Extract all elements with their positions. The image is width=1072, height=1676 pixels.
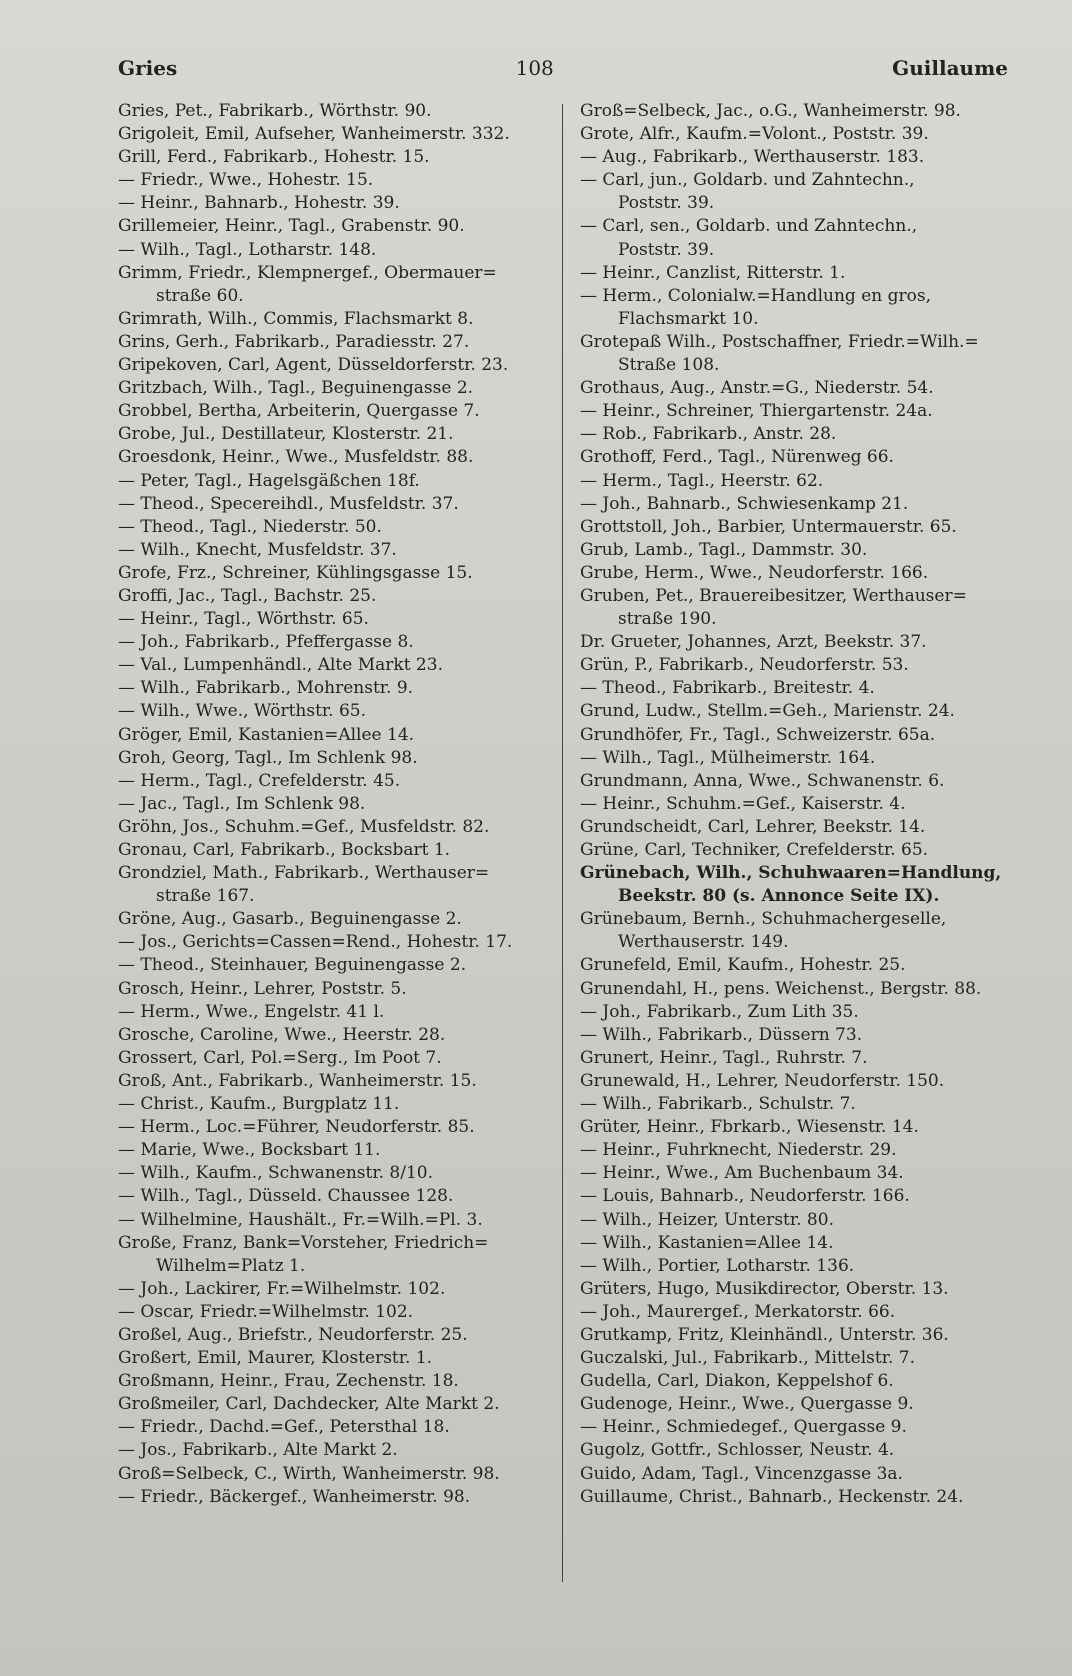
directory-entry: — Friedr., Dachd.=Gef., Petersthal 18. <box>118 1417 450 1438</box>
directory-entry: Grosch, Heinr., Lehrer, Poststr. 5. <box>118 978 407 999</box>
directory-entry: — Heinr., Canzlist, Ritterstr. 1. <box>580 262 846 283</box>
directory-entry: — Heinr., Schmiedegef., Quergasse 9. <box>580 1417 907 1438</box>
page-header <box>118 48 1008 88</box>
directory-entry: — Friedr., Wwe., Hohestr. 15. <box>118 170 374 191</box>
directory-entry: Guillaume, Christ., Bahnarb., Heckenstr. 24. <box>580 1486 964 1507</box>
directory-entry: — Wilh., Portier, Lotharstr. 136. <box>580 1255 855 1276</box>
entry-continuation: Beekstr. 80 (s. Annonce Seite IX). <box>618 886 940 907</box>
directory-entry: — Heinr., Schuhm.=Gef., Kaiserstr. 4. <box>580 793 906 814</box>
directory-entry: — Joh., Lackirer, Fr.=Wilhelmstr. 102. <box>118 1278 446 1299</box>
directory-entry: Groß=Selbeck, Jac., o.G., Wanheimerstr. 98. <box>580 101 961 121</box>
directory-entry: Grunert, Heinr., Tagl., Ruhrstr. 7. <box>580 1047 868 1068</box>
directory-entry: Gröger, Emil, Kastanien=Allee 14. <box>118 724 415 745</box>
directory-entry: — Joh., Fabrikarb., Zum Lith 35. <box>580 1001 859 1022</box>
directory-entry: Grottstoll, Joh., Barbier, Untermauerstr. 65. <box>580 516 957 537</box>
directory-entry: Grobe, Jul., Destillateur, Klosterstr. 21. <box>118 424 454 445</box>
directory-entry: Grub, Lamb., Tagl., Dammstr. 30. <box>580 539 868 560</box>
directory-entry: — Heinr., Schreiner, Thiergartenstr. 24a. <box>580 401 933 422</box>
directory-entry: Grondziel, Math., Fabrikarb., Werthauser= <box>118 863 490 884</box>
directory-entry: Grillemeier, Heinr., Tagl., Grabenstr. 90. <box>118 216 465 237</box>
directory-entry: — Theod., Fabrikarb., Breitestr. 4. <box>580 678 875 699</box>
entry-continuation: Werthauserstr. 149. <box>618 932 789 953</box>
directory-entry: — Wilh., Kastanien=Allee 14. <box>580 1232 834 1253</box>
directory-entry: Grins, Gerh., Fabrikarb., Paradiesstr. 27. <box>118 331 470 352</box>
directory-entry: Grimm, Friedr., Klempnergef., Obermauer= <box>118 262 497 283</box>
directory-entry: — Joh., Fabrikarb., Pfeffergasse 8. <box>118 632 414 653</box>
directory-entry: — Carl, sen., Goldarb. und Zahntechn., <box>580 216 918 237</box>
directory-entry: Gries, Pet., Fabrikarb., Wörthstr. 90. <box>118 101 432 121</box>
directory-entry: — Oscar, Friedr.=Wilhelmstr. 102. <box>118 1301 414 1322</box>
directory-entry: Großel, Aug., Briefstr., Neudorferstr. 25. <box>118 1324 468 1345</box>
directory-entry: Groesdonk, Heinr., Wwe., Musfeldstr. 88. <box>118 447 474 468</box>
entry-continuation: Flachsmarkt 10. <box>618 308 759 329</box>
directory-entry: Grundscheidt, Carl, Lehrer, Beekstr. 14. <box>580 816 926 837</box>
directory-entry: — Wilh., Wwe., Wörthstr. 65. <box>118 701 367 722</box>
directory-entry: Guido, Adam, Tagl., Vincenzgasse 3a. <box>580 1463 903 1484</box>
directory-entry: Grote, Alfr., Kaufm.=Volont., Poststr. 39. <box>580 124 929 145</box>
directory-entry: Grigoleit, Emil, Aufseher, Wanheimerstr. 332. <box>118 124 510 145</box>
entry-continuation: straße 167. <box>156 886 255 907</box>
directory-entry: — Herm., Tagl., Crefelderstr. 45. <box>118 770 401 791</box>
directory-entry: — Theod., Specereihdl., Musfeldstr. 37. <box>118 493 459 514</box>
directory-entry: Grimrath, Wilh., Commis, Flachsmarkt 8. <box>118 308 474 329</box>
directory-entry: Gripekoven, Carl, Agent, Düsseldorferstr. 23. <box>118 355 509 376</box>
directory-entry: — Theod., Steinhauer, Beguinengasse 2. <box>118 955 467 976</box>
directory-entry: — Theod., Tagl., Niederstr. 50. <box>118 516 382 537</box>
directory-entry: — Herm., Wwe., Engelstr. 41 l. <box>118 1001 385 1022</box>
directory-entry: — Wilh., Fabrikarb., Schulstr. 7. <box>580 1094 856 1115</box>
directory-entry: Gudenoge, Heinr., Wwe., Quergasse 9. <box>580 1394 914 1415</box>
directory-entry: Groh, Georg, Tagl., Im Schlenk 98. <box>118 747 418 768</box>
directory-entry: — Wilh., Fabrikarb., Düssern 73. <box>580 1024 863 1045</box>
directory-entry: Gröne, Aug., Gasarb., Beguinengasse 2. <box>118 909 462 930</box>
directory-entry: — Val., Lumpenhändl., Alte Markt 23. <box>118 655 443 676</box>
directory-entry: — Joh., Bahnarb., Schwiesenkamp 21. <box>580 493 909 514</box>
directory-entry: Groß, Ant., Fabrikarb., Wanheimerstr. 15. <box>118 1070 477 1091</box>
entry-continuation: Straße 108. <box>618 355 720 376</box>
directory-entry: — Heinr., Bahnarb., Hohestr. 39. <box>118 193 400 214</box>
directory-entry: — Friedr., Bäckergef., Wanheimerstr. 98. <box>118 1486 471 1507</box>
directory-entry: — Wilh., Tagl., Lotharstr. 148. <box>118 239 377 260</box>
directory-entry: Grill, Ferd., Fabrikarb., Hohestr. 15. <box>118 147 430 168</box>
directory-entry: Grothoff, Ferd., Tagl., Nürenweg 66. <box>580 447 894 468</box>
directory-entry: — Peter, Tagl., Hagelsgäßchen 18f. <box>118 470 420 491</box>
directory-entry: Großert, Emil, Maurer, Klosterstr. 1. <box>118 1348 433 1369</box>
directory-entry: Grundhöfer, Fr., Tagl., Schweizerstr. 65a. <box>580 724 936 745</box>
directory-entry: — Wilh., Tagl., Mülheimerstr. 164. <box>580 747 876 768</box>
directory-entry: Gritzbach, Wilh., Tagl., Beguinengasse 2. <box>118 378 474 399</box>
directory-entry: — Heinr., Tagl., Wörthstr. 65. <box>118 609 369 630</box>
right-column <box>580 100 1020 1509</box>
directory-entry: — Jos., Fabrikarb., Alte Markt 2. <box>118 1440 398 1461</box>
directory-entry: — Herm., Tagl., Heerstr. 62. <box>580 470 824 491</box>
directory-entry: Großmann, Heinr., Frau, Zechenstr. 18. <box>118 1371 459 1392</box>
entry-continuation: straße 60. <box>156 285 244 306</box>
directory-entry: Grüters, Hugo, Musikdirector, Oberstr. 13. <box>580 1278 949 1299</box>
directory-entry: Grossert, Carl, Pol.=Serg., Im Poot 7. <box>118 1047 442 1068</box>
directory-entry: Grunefeld, Emil, Kaufm., Hohestr. 25. <box>580 955 906 976</box>
directory-entry: — Herm., Colonialw.=Handlung en gros, <box>580 285 931 306</box>
directory-entry: Grube, Herm., Wwe., Neudorferstr. 166. <box>580 562 929 583</box>
page-number: 108 <box>515 56 554 80</box>
directory-entry: — Rob., Fabrikarb., Anstr. 28. <box>580 424 837 445</box>
directory-entry: Grundmann, Anna, Wwe., Schwanenstr. 6. <box>580 770 945 791</box>
directory-entry: — Wilh., Tagl., Düsseld. Chaussee 128. <box>118 1186 454 1207</box>
directory-entry: — Wilh., Fabrikarb., Mohrenstr. 9. <box>118 678 414 699</box>
directory-entry: Grüter, Heinr., Fbrkarb., Wiesenstr. 14. <box>580 1117 919 1138</box>
directory-entry: Grotepaß Wilh., Postschaffner, Friedr.=Wilh.= <box>580 331 979 352</box>
directory-entry: — Wilh., Knecht, Musfeldstr. 37. <box>118 539 397 560</box>
directory-entry: Grüne, Carl, Techniker, Crefelderstr. 65. <box>580 840 929 860</box>
directory-entry: Große, Franz, Bank=Vorsteher, Friedrich= <box>118 1232 489 1253</box>
directory-entry: Dr. Grueter, Johannes, Arzt, Beekstr. 37. <box>580 632 927 653</box>
directory-entry: Guczalski, Jul., Fabrikarb., Mittelstr. 7. <box>580 1348 915 1369</box>
entry-continuation: Wilhelm=Platz 1. <box>156 1255 306 1276</box>
directory-entry: — Marie, Wwe., Bocksbart 11. <box>118 1140 381 1161</box>
directory-entry: — Heinr., Fuhrknecht, Niederstr. 29. <box>580 1140 897 1161</box>
directory-entry: Grünebach, Wilh., Schuhwaaren=Handlung, <box>580 863 1002 884</box>
directory-entry: Grunendahl, H., pens. Weichenst., Bergstr. 88. <box>580 978 982 999</box>
directory-entry: Gröhn, Jos., Schuhm.=Gef., Musfeldstr. 82. <box>118 816 490 837</box>
directory-entry: Grund, Ludw., Stellm.=Geh., Marienstr. 24. <box>580 701 955 722</box>
directory-entry: — Carl, jun., Goldarb. und Zahntechn., <box>580 170 915 191</box>
directory-entry: Gugolz, Gottfr., Schlosser, Neustr. 4. <box>580 1440 895 1461</box>
directory-entry: Grutkamp, Fritz, Kleinhändl., Unterstr. 36. <box>580 1324 949 1345</box>
directory-entry: Grünebaum, Bernh., Schuhmachergeselle, <box>580 909 947 930</box>
entry-continuation: Poststr. 39. <box>618 193 715 214</box>
directory-entry: Gronau, Carl, Fabrikarb., Bocksbart 1. <box>118 840 451 860</box>
directory-entry: Grofe, Frz., Schreiner, Kühlingsgasse 15. <box>118 562 473 583</box>
directory-entry: Grothaus, Aug., Anstr.=G., Niederstr. 54. <box>580 378 934 399</box>
entry-continuation: Poststr. 39. <box>618 239 715 260</box>
directory-entry: Grosche, Caroline, Wwe., Heerstr. 28. <box>118 1024 446 1045</box>
directory-entry: — Louis, Bahnarb., Neudorferstr. 166. <box>580 1186 910 1207</box>
directory-entry: — Wilhelmine, Haushält., Fr.=Wilh.=Pl. 3. <box>118 1209 483 1230</box>
directory-entry: Groffi, Jac., Tagl., Bachstr. 25. <box>118 585 377 606</box>
directory-entry: — Wilh., Kaufm., Schwanenstr. 8/10. <box>118 1163 433 1184</box>
column-divider <box>562 104 563 1582</box>
directory-entry: Groß=Selbeck, C., Wirth, Wanheimerstr. 98. <box>118 1463 500 1484</box>
directory-entry: Grobbel, Bertha, Arbeiterin, Quergasse 7. <box>118 401 480 422</box>
directory-entry: — Aug., Fabrikarb., Werthauserstr. 183. <box>580 147 925 168</box>
directory-entry: — Herm., Loc.=Führer, Neudorferstr. 85. <box>118 1117 475 1138</box>
directory-entry: Gruben, Pet., Brauereibesitzer, Werthauser= <box>580 585 967 606</box>
left-column <box>118 100 558 1509</box>
directory-entry: — Jac., Tagl., Im Schlenk 98. <box>118 793 366 814</box>
directory-entry: — Wilh., Heizer, Unterstr. 80. <box>580 1209 834 1230</box>
directory-entry: Großmeiler, Carl, Dachdecker, Alte Markt 2. <box>118 1394 500 1415</box>
header-right-keyword: Guillaume <box>892 56 1008 80</box>
directory-entry: — Christ., Kaufm., Burgplatz 11. <box>118 1094 400 1115</box>
directory-entry: — Joh., Maurergef., Merkatorstr. 66. <box>580 1301 896 1322</box>
directory-entry: Gudella, Carl, Diakon, Keppelshof 6. <box>580 1371 894 1392</box>
directory-entry: Grün, P., Fabrikarb., Neudorferstr. 53. <box>580 655 909 676</box>
directory-entry: — Heinr., Wwe., Am Buchenbaum 34. <box>580 1163 904 1184</box>
header-left-keyword: Gries <box>118 56 178 80</box>
entry-continuation: straße 190. <box>618 609 717 630</box>
directory-entry: — Jos., Gerichts=Cassen=Rend., Hohestr. 17. <box>118 932 513 953</box>
directory-entry: Grunewald, H., Lehrer, Neudorferstr. 150. <box>580 1070 945 1091</box>
